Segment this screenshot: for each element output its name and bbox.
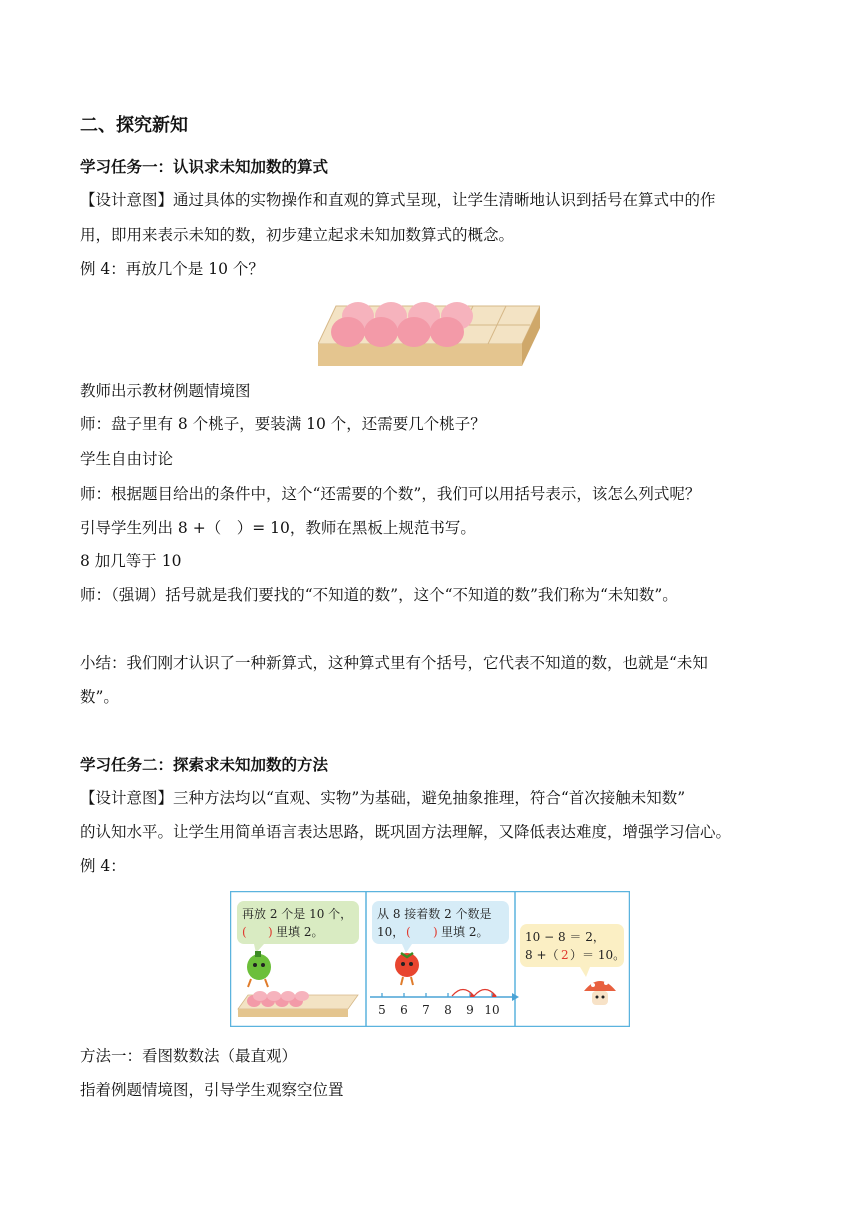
task1-p3: 学生自由讨论 — [80, 450, 174, 468]
panel2-text-line2a: 10， — [377, 925, 405, 939]
panel3-text-line2b: ）＝ 10。 — [570, 948, 626, 962]
panel2-text-line1: 从 8 接着数 2 个数是 — [377, 907, 492, 921]
method1-desc: 指着例题情境图，引导学生观察空位置 — [80, 1081, 344, 1099]
task1-p2: 师：盘子里有 8 个桃子，要装满 10 个，还需要几个桃子？ — [80, 415, 486, 433]
panel3-answer: 2 — [561, 948, 569, 962]
number-line-label: 7 — [422, 1003, 430, 1017]
panel1-text-line2: 里填 2。 — [276, 925, 324, 939]
panel1-paren-close: ) — [268, 925, 273, 939]
task1-summary-line2: 数”。 — [80, 688, 119, 706]
panel3-text-line1: 10 − 8 ＝ 2， — [525, 930, 605, 944]
task1-summary-line1: 小结：我们刚才认识了一种新算式，这种算式里有个括号，它代表不知道的数，也就是“未知 — [80, 654, 708, 672]
task1-intent-line1: 【设计意图】通过具体的实物操作和直观的算式呈现，让学生清晰地认识到括号在算式中的作 — [80, 191, 716, 209]
task1-p1: 教师出示教材例题情境图 — [80, 382, 251, 400]
task2-title: 学习任务二：探索求未知加数的方法 — [80, 756, 329, 774]
task1-intent-line2: 用，即用来表示未知的数，初步建立起求未知加数算式的概念。 — [80, 226, 515, 244]
task1-p4: 师：根据题目给出的条件中，这个“还需要的个数”，我们可以用括号表示，该怎么列式呢？ — [80, 485, 701, 503]
number-line-label: 8 — [444, 1003, 452, 1017]
task2-example: 例 4： — [80, 857, 126, 875]
method1-title: 方法一：看图数数法（最直观） — [80, 1047, 298, 1065]
section-title: 二、探究新知 — [80, 115, 188, 136]
peach-tray-illustration — [318, 298, 540, 370]
number-line-label: 5 — [378, 1003, 386, 1017]
panel2-text-line2b: 里填 2。 — [441, 925, 489, 939]
task1-p7: 师：（强调）括号就是我们要找的“不知道的数”，这个“不知道的数”我们称为“未知数”。 — [80, 586, 678, 604]
mini-peach-tray — [238, 991, 358, 1017]
number-line-label: 10 — [484, 1003, 500, 1017]
task2-intent-line1: 【设计意图】三种方法均以“直观、实物”为基础，避免抽象推理，符合“首次接触未知数” — [80, 789, 686, 807]
methods-figure — [230, 891, 630, 1027]
panel3-text-line2a: 8 +（ — [525, 948, 559, 962]
number-line-label: 9 — [466, 1003, 474, 1017]
task1-example: 例 4：再放几个是 10 个？ — [80, 260, 264, 278]
panel2-paren-close: ) — [433, 925, 438, 939]
panel2-paren-open: ( — [406, 925, 411, 939]
task1-title: 学习任务一：认识求未知加数的算式 — [80, 158, 329, 176]
task2-intent-line2: 的认知水平。让学生用简单语言表达思路，既巩固方法理解，又降低表达难度，增强学习信心。 — [80, 823, 732, 841]
number-line-label: 6 — [400, 1003, 408, 1017]
panel1-text-line1: 再放 2 个是 10 个， — [242, 907, 353, 921]
task1-p5: 引导学生列出 8 +（ ）= 10，教师在黑板上规范书写。 — [80, 519, 476, 537]
task1-p6: 8 加几等于 10 — [80, 552, 182, 570]
panel1-paren-open: ( — [242, 925, 247, 939]
